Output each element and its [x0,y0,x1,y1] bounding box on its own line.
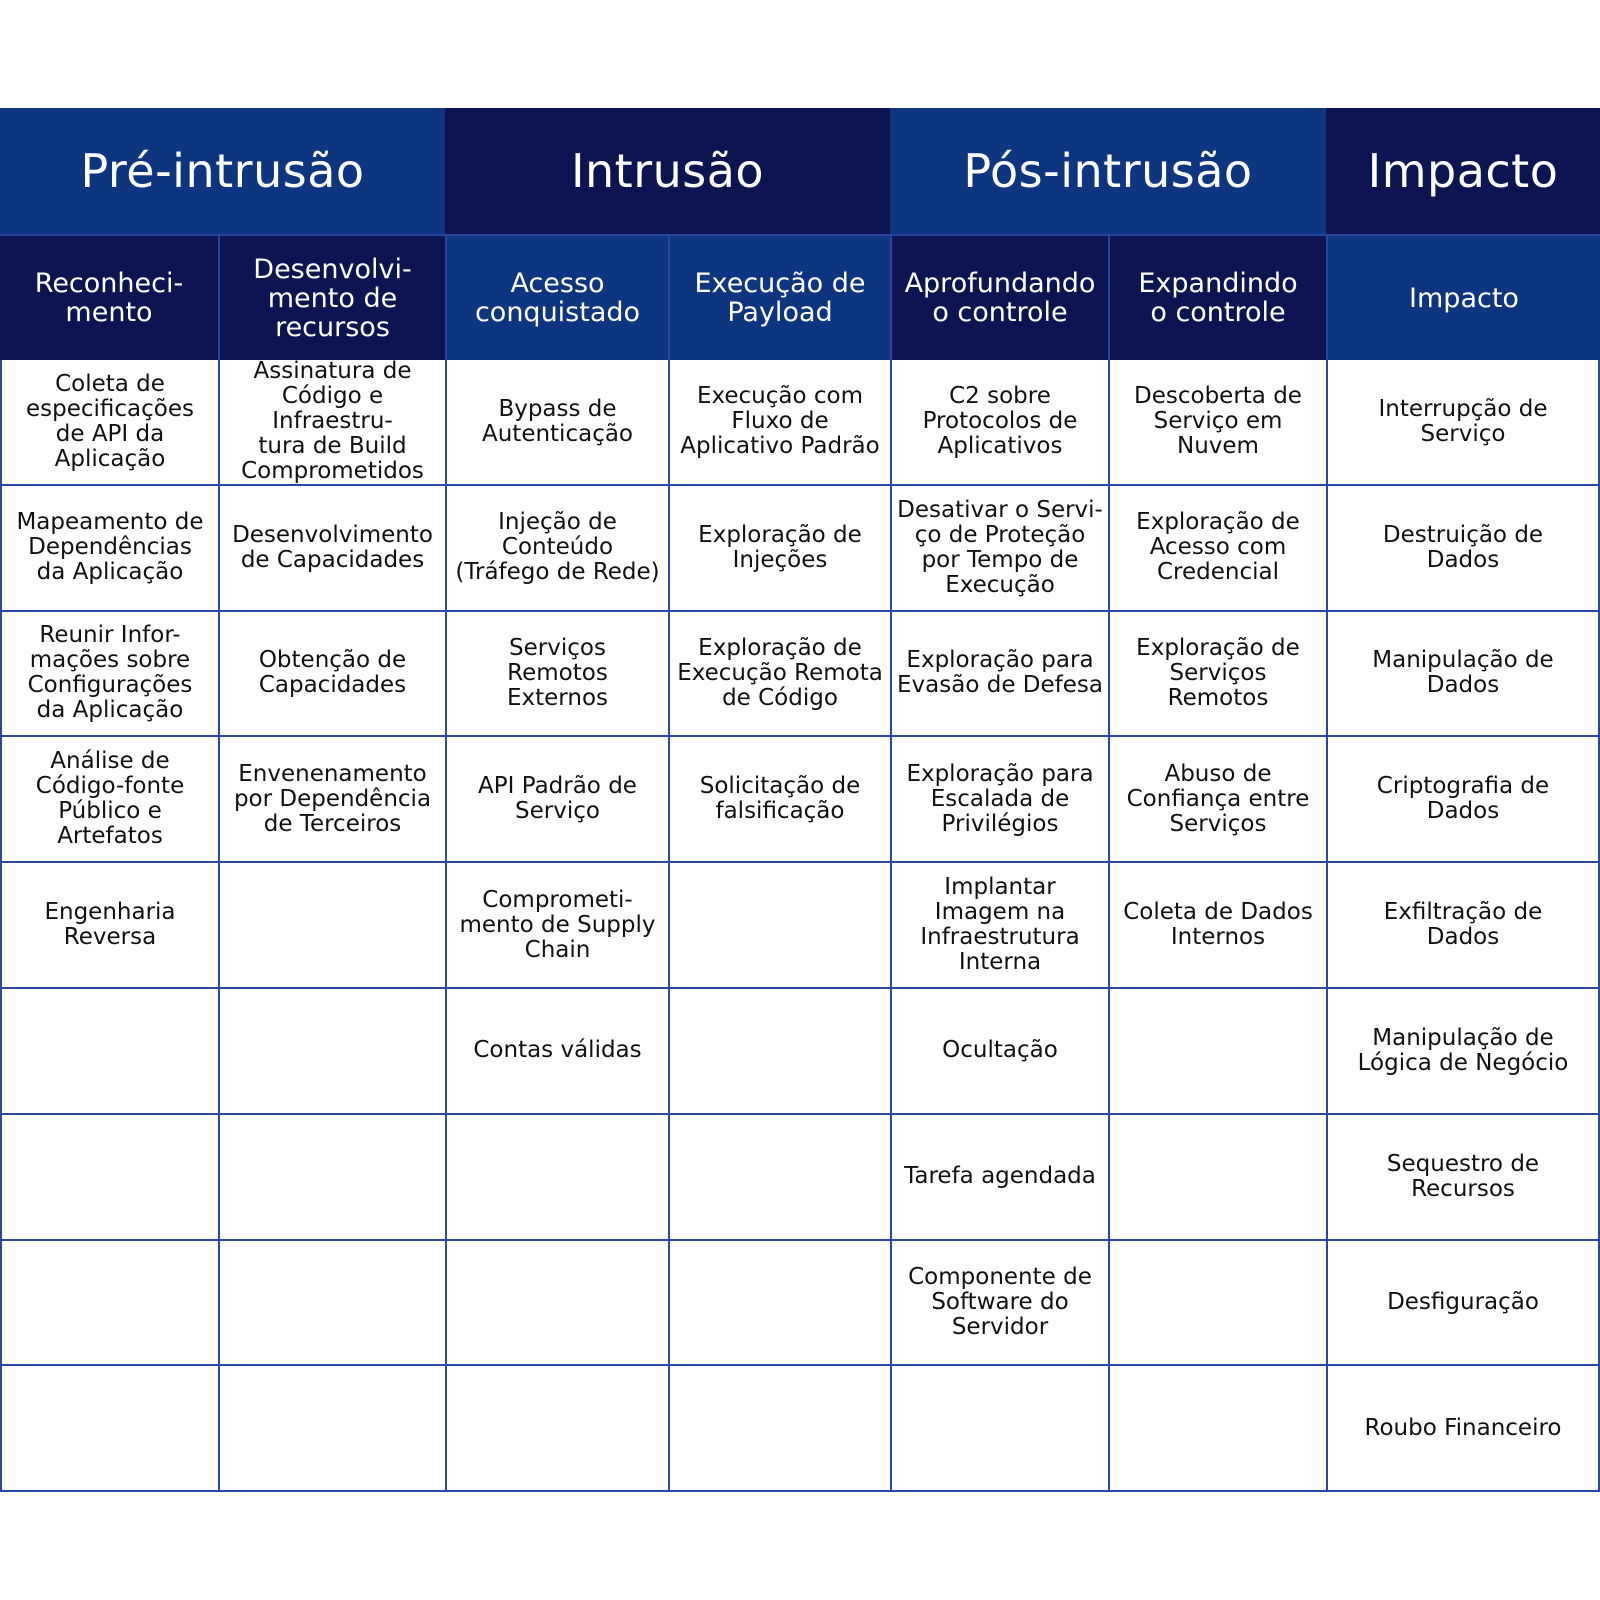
empty-cell [0,989,218,1115]
tactic-header: Execução de Payload [668,234,890,360]
phase-header: Pré-intrusão [0,108,445,234]
empty-cell [1108,1115,1326,1241]
technique-cell: Execução com Fluxo de Aplicativo Padrão [668,360,890,486]
empty-cell [218,989,445,1115]
empty-cell [0,1241,218,1367]
tactic-header: Aprofundando o controle [890,234,1108,360]
technique-cell: Desativar o Servi- ço de Proteção por Tempo de Execução [890,486,1108,612]
technique-cell: Abuso de Confiança entre Serviços [1108,737,1326,863]
empty-cell [668,1241,890,1367]
tactic-header: Impacto [1326,234,1600,360]
technique-cell: Componente de Software do Servidor [890,1241,1108,1367]
phase-header: Impacto [1326,108,1600,234]
technique-cell: Exploração de Execução Remota de Código [668,612,890,738]
technique-cell: Análise de Código-fonte Público e Artefatos [0,737,218,863]
tactic-header: Reconheci- mento [0,234,218,360]
phase-header: Intrusão [445,108,890,234]
empty-cell [1108,1366,1326,1492]
empty-cell [668,863,890,989]
technique-cell: Engenharia Reversa [0,863,218,989]
empty-cell [445,1366,668,1492]
empty-cell [218,1366,445,1492]
tactic-header: Desenvolvi- mento de recursos [218,234,445,360]
technique-cell: Exploração de Acesso com Credencial [1108,486,1326,612]
empty-cell [668,1366,890,1492]
technique-cell: Obtenção de Capacidades [218,612,445,738]
technique-cell: Coleta de Dados Internos [1108,863,1326,989]
technique-cell: C2 sobre Protocolos de Aplicativos [890,360,1108,486]
empty-cell [0,1366,218,1492]
technique-cell: Serviços Remotos Externos [445,612,668,738]
attack-matrix [0,108,1600,1492]
technique-cell: Exploração para Escalada de Privilégios [890,737,1108,863]
technique-cell: Injeção de Conteúdo (Tráfego de Rede) [445,486,668,612]
empty-cell [218,1241,445,1367]
technique-cell: Desenvolvimento de Capacidades [218,486,445,612]
technique-cell: Descoberta de Serviço em Nuvem [1108,360,1326,486]
empty-cell [668,1115,890,1241]
empty-cell [218,1115,445,1241]
technique-cell: Reunir Infor- mações sobre Configurações da Aplicação [0,612,218,738]
technique-cell: Exploração para Evasão de Defesa [890,612,1108,738]
empty-cell [0,1115,218,1241]
phase-header: Pós-intrusão [890,108,1326,234]
technique-cell: Exploração de Serviços Remotos [1108,612,1326,738]
technique-cell: API Padrão de Serviço [445,737,668,863]
technique-cell: Solicitação de falsificação [668,737,890,863]
technique-cell: Ocultação [890,989,1108,1115]
technique-cell: Manipulação de Dados [1326,612,1600,738]
technique-cell: Envenenamento por Dependência de Terceiros [218,737,445,863]
technique-cell: Interrupção de Serviço [1326,360,1600,486]
empty-cell [445,1115,668,1241]
technique-cell: Assinatura de Código e Infraestru- tura de Build Comprometidos [218,360,445,486]
technique-cell: Destruição de Dados [1326,486,1600,612]
technique-cell: Roubo Financeiro [1326,1366,1600,1492]
technique-cell: Criptografia de Dados [1326,737,1600,863]
technique-cell: Tarefa agendada [890,1115,1108,1241]
empty-cell [1108,1241,1326,1367]
empty-cell [218,863,445,989]
technique-cell: Coleta de especificações de API da Aplicação [0,360,218,486]
tactic-header: Acesso conquistado [445,234,668,360]
technique-cell: Manipulação de Lógica de Negócio [1326,989,1600,1115]
empty-cell [668,989,890,1115]
empty-cell [1108,989,1326,1115]
technique-cell: Sequestro de Recursos [1326,1115,1600,1241]
empty-cell [445,1241,668,1367]
technique-cell: Exploração de Injeções [668,486,890,612]
technique-cell: Implantar Imagem na Infraestrutura Interna [890,863,1108,989]
technique-cell: Contas válidas [445,989,668,1115]
empty-cell [890,1366,1108,1492]
technique-cell: Desfiguração [1326,1241,1600,1367]
technique-cell: Mapeamento de Dependências da Aplicação [0,486,218,612]
technique-cell: Comprometi- mento de Supply Chain [445,863,668,989]
tactic-header: Expandindo o controle [1108,234,1326,360]
technique-cell: Bypass de Autenticação [445,360,668,486]
technique-cell: Exfiltração de Dados [1326,863,1600,989]
